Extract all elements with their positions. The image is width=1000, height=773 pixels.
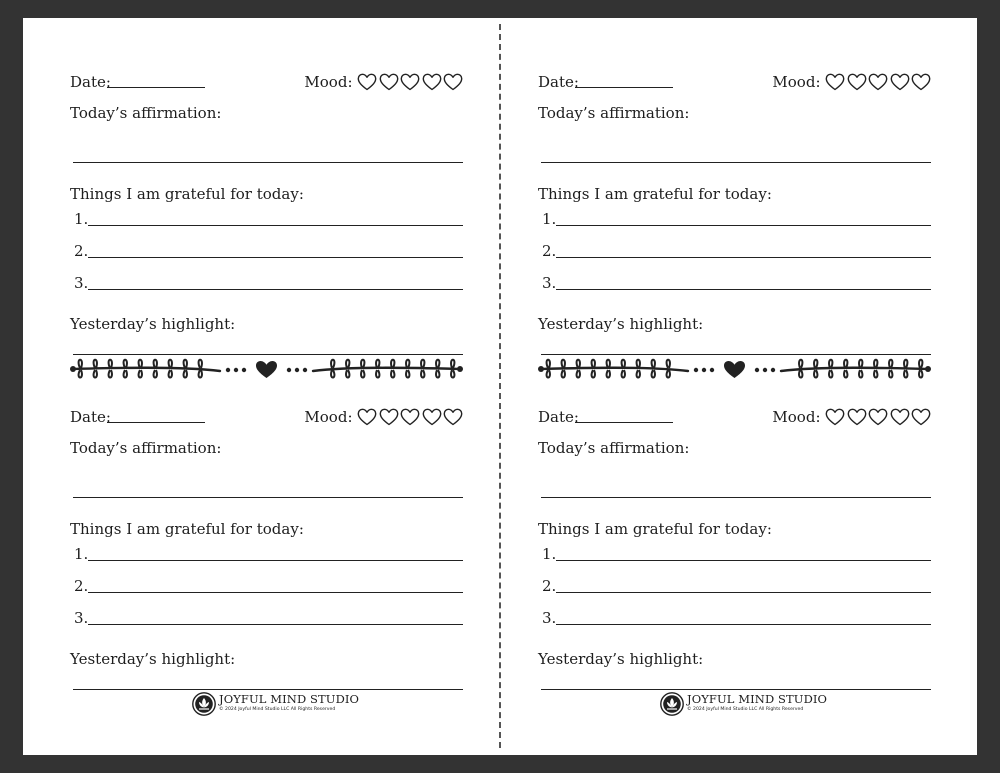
heart-outline-icon[interactable] xyxy=(824,408,846,426)
date-label: Date: xyxy=(70,408,111,426)
heart-outline-icon[interactable] xyxy=(888,73,910,91)
grateful-label: Things I am grateful for today: xyxy=(70,520,304,538)
date-mood-row xyxy=(70,70,463,94)
date-label: Date: xyxy=(70,73,111,91)
brand-footer xyxy=(192,690,360,718)
journal-panel-right xyxy=(538,18,931,755)
grateful-item-number: 1. xyxy=(542,210,557,228)
date-label: Date: xyxy=(538,73,579,91)
affirmation-label: Today’s affirmation: xyxy=(538,439,690,457)
grateful-item-number: 1. xyxy=(74,210,89,228)
grateful-item-line[interactable] xyxy=(556,624,931,625)
highlight-label: Yesterday’s highlight: xyxy=(70,315,236,333)
laurel-heart-divider-icon xyxy=(70,354,463,384)
mood-label: Mood: xyxy=(772,73,821,91)
journal-entry xyxy=(538,70,931,352)
date-mood-row xyxy=(538,405,931,429)
affirmation-label: Today’s affirmation: xyxy=(538,104,690,122)
grateful-item-line[interactable] xyxy=(556,257,931,258)
lotus-logo-icon xyxy=(660,692,684,716)
cut-line xyxy=(499,24,501,748)
mood-rating xyxy=(772,405,931,429)
grateful-item-line[interactable] xyxy=(88,225,463,226)
affirmation-label: Today’s affirmation: xyxy=(70,439,222,457)
heart-outline-icon[interactable] xyxy=(420,73,442,91)
heart-outline-icon[interactable] xyxy=(442,408,464,426)
grateful-label: Things I am grateful for today: xyxy=(538,520,772,538)
journal-panel-left xyxy=(70,18,463,755)
heart-outline-icon[interactable] xyxy=(356,408,378,426)
highlight-label: Yesterday’s highlight: xyxy=(538,650,704,668)
heart-outline-icon[interactable] xyxy=(910,408,932,426)
journal-entry xyxy=(538,405,931,687)
heart-outline-icon[interactable] xyxy=(845,408,867,426)
heart-outline-icon[interactable] xyxy=(888,408,910,426)
grateful-item-number: 3. xyxy=(542,274,557,292)
heart-outline-icon[interactable] xyxy=(824,73,846,91)
journal-entry xyxy=(70,405,463,687)
brand-footer xyxy=(660,690,828,718)
grateful-label: Things I am grateful for today: xyxy=(538,185,772,203)
affirmation-line[interactable] xyxy=(73,162,463,163)
mood-rating xyxy=(304,70,463,94)
heart-outline-icon[interactable] xyxy=(845,73,867,91)
heart-outline-icon[interactable] xyxy=(867,408,889,426)
grateful-item-number: 3. xyxy=(74,274,89,292)
grateful-item-number: 2. xyxy=(542,242,557,260)
journal-entry xyxy=(70,70,463,352)
grateful-item-number: 1. xyxy=(542,545,557,563)
mood-label: Mood: xyxy=(304,408,353,426)
grateful-item-number: 2. xyxy=(74,577,89,595)
grateful-item-line[interactable] xyxy=(556,289,931,290)
grateful-item-line[interactable] xyxy=(88,289,463,290)
date-field[interactable] xyxy=(107,422,205,423)
grateful-item-line[interactable] xyxy=(88,257,463,258)
date-mood-row xyxy=(70,405,463,429)
highlight-label: Yesterday’s highlight: xyxy=(70,650,236,668)
grateful-item-number: 2. xyxy=(74,242,89,260)
heart-outline-icon[interactable] xyxy=(377,408,399,426)
date-field[interactable] xyxy=(575,422,673,423)
heart-outline-icon[interactable] xyxy=(442,73,464,91)
date-label: Date: xyxy=(538,408,579,426)
affirmation-line[interactable] xyxy=(73,497,463,498)
mood-label: Mood: xyxy=(772,408,821,426)
copyright-text: © 2024 Joyful Mind Studio LLC All Rights Reserved xyxy=(687,707,804,712)
heart-outline-icon[interactable] xyxy=(377,73,399,91)
date-mood-row xyxy=(538,70,931,94)
affirmation-line[interactable] xyxy=(541,497,931,498)
heart-outline-icon[interactable] xyxy=(399,408,421,426)
mood-rating xyxy=(772,70,931,94)
heart-outline-icon[interactable] xyxy=(399,73,421,91)
grateful-item-number: 1. xyxy=(74,545,89,563)
highlight-label: Yesterday’s highlight: xyxy=(538,315,704,333)
journal-sheet xyxy=(23,18,977,755)
grateful-label: Things I am grateful for today: xyxy=(70,185,304,203)
affirmation-line[interactable] xyxy=(541,162,931,163)
grateful-item-number: 2. xyxy=(542,577,557,595)
lotus-logo-icon xyxy=(192,692,216,716)
date-field[interactable] xyxy=(575,87,673,88)
copyright-text: © 2024 Joyful Mind Studio LLC All Rights Reserved xyxy=(219,707,336,712)
grateful-item-line[interactable] xyxy=(556,592,931,593)
grateful-item-number: 3. xyxy=(542,609,557,627)
heart-outline-icon[interactable] xyxy=(420,408,442,426)
heart-outline-icon[interactable] xyxy=(356,73,378,91)
grateful-item-line[interactable] xyxy=(556,560,931,561)
grateful-item-line[interactable] xyxy=(88,592,463,593)
laurel-heart-divider-icon xyxy=(538,354,931,384)
brand-name: JOYFUL MIND STUDIO xyxy=(687,692,828,706)
grateful-item-line[interactable] xyxy=(556,225,931,226)
heart-outline-icon[interactable] xyxy=(867,73,889,91)
affirmation-label: Today’s affirmation: xyxy=(70,104,222,122)
mood-rating xyxy=(304,405,463,429)
grateful-item-line[interactable] xyxy=(88,624,463,625)
mood-label: Mood: xyxy=(304,73,353,91)
brand-name: JOYFUL MIND STUDIO xyxy=(219,692,360,706)
grateful-item-line[interactable] xyxy=(88,560,463,561)
grateful-item-number: 3. xyxy=(74,609,89,627)
date-field[interactable] xyxy=(107,87,205,88)
heart-outline-icon[interactable] xyxy=(910,73,932,91)
